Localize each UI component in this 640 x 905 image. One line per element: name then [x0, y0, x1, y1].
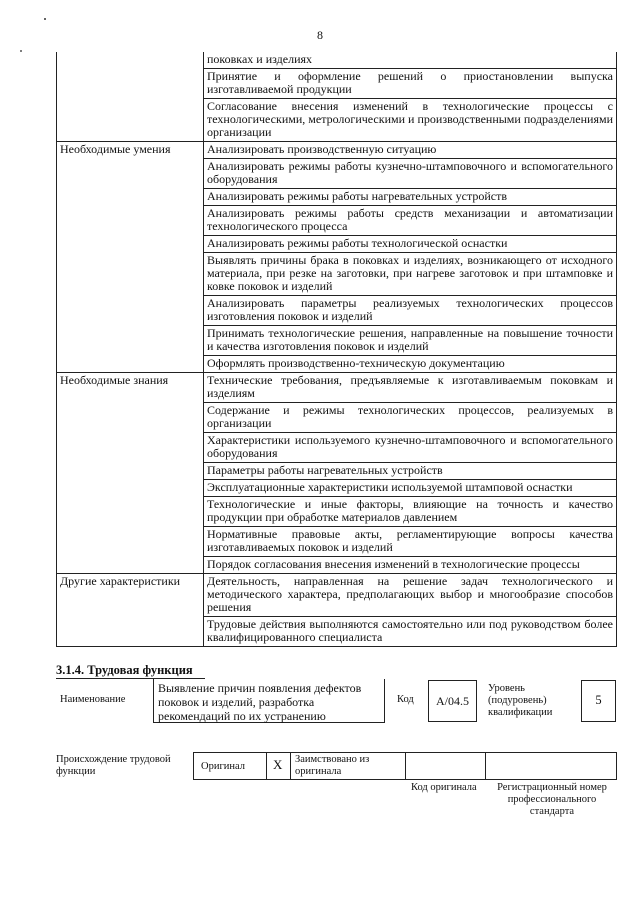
- row-label: Необходимые знания: [57, 373, 204, 574]
- row-item: Выявлять причины брака в поковках и изделиях, возникающего от исходного материала, при резке на заготовки, при нагреве заготовок и при штамповке и ковке поковок и изделий: [204, 253, 617, 296]
- row-item: Анализировать режимы работы средств механизации и автоматизации технологического процесса: [204, 206, 617, 236]
- row-label: Другие характеристики: [57, 574, 204, 647]
- scan-dot: [20, 50, 22, 52]
- row-item: Нормативные правовые акты, регламентирующие вопросы качества изготавливаемых поковок и изделий: [204, 527, 617, 557]
- row-item: Анализировать параметры реализуемых технологических процессов изготовления поковок и изделий: [204, 296, 617, 326]
- origin-divider: [405, 752, 406, 780]
- page-number: 8: [317, 28, 323, 42]
- origin-label: Происхождение трудовой функции: [56, 754, 171, 777]
- borrowed-label: Заимствовано из оригинала: [295, 754, 370, 777]
- row-label: Необходимые умения: [57, 142, 204, 373]
- row-item: Анализировать режимы работы кузнечно-штамповочного и вспомогательного оборудования: [204, 159, 617, 189]
- table-row: [57, 373, 617, 403]
- row-item: Принятие и оформление решений о приостановлении выпуска изготавливаемой продукции: [204, 69, 617, 99]
- row-item: Эксплуатационные характеристики используемой штамповой оснастки: [204, 480, 617, 497]
- code-label: Код: [397, 694, 414, 705]
- table-row: [57, 52, 617, 69]
- original-code-label: Код оригинала: [411, 782, 477, 793]
- name-value: Выявление причин появления дефектов поковок и изделий, разработка рекомендаций по их устранению: [158, 681, 362, 723]
- row-item: Анализировать производственную ситуацию: [204, 142, 617, 159]
- row-item: Принимать технологические решения, направленные на повышение точности и качества изготовления поковок и изделий: [204, 326, 617, 356]
- level-value: 5: [595, 693, 602, 707]
- level-value-box: [581, 680, 616, 722]
- origin-divider: [485, 752, 486, 780]
- row-item: Деятельность, направленная на решение задач технологического и методического характера, предполагающих выбор и многообразие способов решения: [204, 574, 617, 617]
- original-mark: X: [273, 757, 283, 772]
- row-item: Технические требования, предъявляемые к изготавливаемым поковкам и изделиям: [204, 373, 617, 403]
- name-label: Наименование: [60, 694, 126, 705]
- table-row: [57, 142, 617, 159]
- original-label: Оригинал: [201, 761, 245, 772]
- name-value-box: [153, 679, 385, 723]
- row-item: Анализировать режимы работы технологической оснастки: [204, 236, 617, 253]
- row-item: Трудовые действия выполняются самостоятельно или под руководством более квалифицированного специалиста: [204, 617, 617, 647]
- row-item: Анализировать режимы работы нагревательных устройств: [204, 189, 617, 206]
- function-characteristics-table: [56, 52, 617, 647]
- row-item: Технологические и иные факторы, влияющие на точность и качество продукции при обработке материалов давлением: [204, 497, 617, 527]
- row-item: поковках и изделиях: [204, 52, 617, 69]
- origin-divider: [290, 752, 291, 780]
- row-label: [57, 52, 204, 142]
- section-heading: 3.1.4. Трудовая функция: [56, 663, 193, 677]
- row-item: Согласование внесения изменений в технологические процессы с технологическими, метрологическими и производственными подразделениями организации: [204, 99, 617, 142]
- scan-dot: [44, 18, 46, 20]
- row-item: Параметры работы нагревательных устройств: [204, 463, 617, 480]
- code-value-box: [428, 680, 477, 722]
- row-item: Порядок согласования внесения изменений в технологические процессы: [204, 557, 617, 574]
- table-row: [57, 574, 617, 617]
- row-item: Оформлять производственно-техническую документацию: [204, 356, 617, 373]
- level-label: Уровень (подуровень) квалификации: [488, 683, 553, 718]
- row-item: Содержание и режимы технологических процессов, реализуемых в организации: [204, 403, 617, 433]
- origin-divider: [266, 752, 267, 780]
- row-item: Характеристики используемого кузнечно-штамповочного и вспомогательного оборудования: [204, 433, 617, 463]
- registration-number-label: Регистрационный номер профессионального стандарта: [497, 782, 607, 817]
- code-value: A/04.5: [436, 694, 469, 708]
